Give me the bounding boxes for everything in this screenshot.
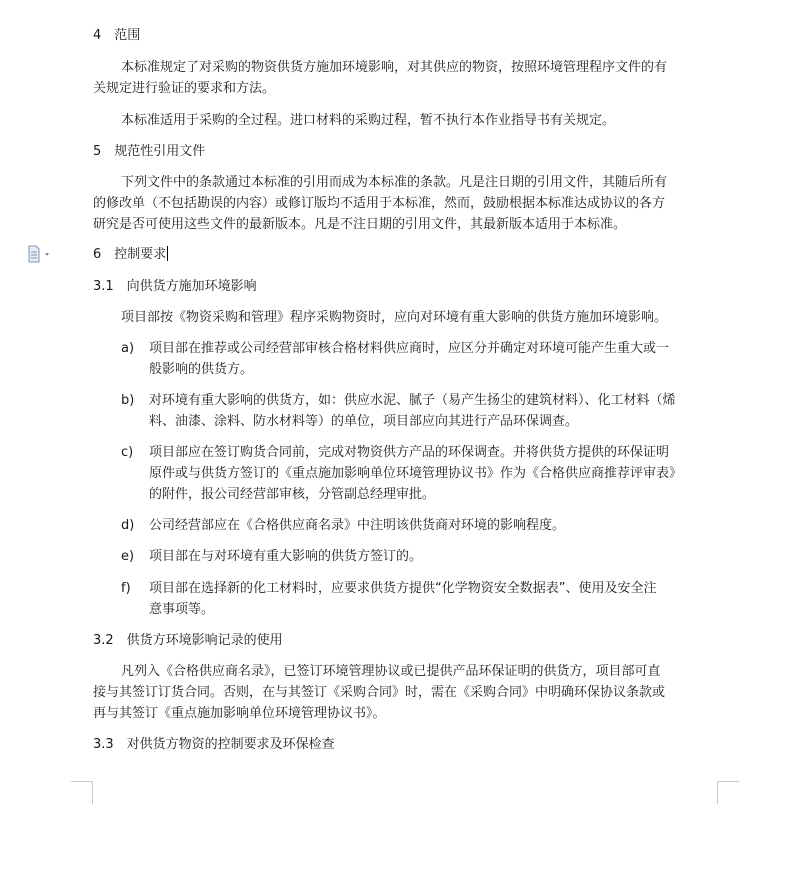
list-label-c: c) — [121, 445, 134, 460]
section-3-2-paragraph-line-3: 再与其签订《重点施加影响单位环境管理协议书》。 — [93, 706, 386, 721]
section-3-2-paragraph-line-2: 接与其签订订货合同。否则，在与其签订《采购合同》时，需在《采购合同》中明确环保协议条款或 — [93, 685, 666, 700]
list-label-e: e) — [121, 549, 135, 564]
list-label-d: d) — [121, 518, 135, 533]
section-5-paragraph-line-1: 下列文件中的条款通过本标准的引用而成为本标准的条款。凡是注日期的引用文件，其随后所有 — [121, 175, 668, 190]
list-item-c-line-2: 原件或与供货方签订的《重点施加影响单位环境管理协议书》作为《合格供应商推荐评审表》 — [149, 466, 683, 481]
list-item-d-line-1: 公司经营部应在《合格供应商名录》中注明该供货商对环境的影响程度。 — [149, 518, 566, 533]
list-label-a: a) — [121, 341, 135, 356]
section-3-2-heading: 3.2 供货方环境影响记录的使用 — [93, 633, 283, 648]
section-4-paragraph-2: 本标准适用于采购的全过程。进口材料的采购过程，暂不执行本作业指导书有关规定。 — [121, 113, 616, 128]
section-6-heading-text: 6 控制要求 — [93, 247, 167, 262]
section-3-1-intro: 项目部按《物资采购和管理》程序采购物资时，应向对环境有重大影响的供货方施加环境影响。 — [121, 310, 668, 325]
section-3-3-heading: 3.3 对供货方物资的控制要求及环保检查 — [93, 737, 335, 752]
list-item-c-line-1: 项目部应在签订购货合同前，完成对物资供方产品的环保调查。并将供货方提供的环保证明 — [149, 445, 670, 460]
section-4-paragraph-1-line-2: 关规定进行验证的要求和方法。 — [93, 81, 276, 96]
page-margin-mark-left — [71, 781, 93, 804]
list-item-f-line-2: 意事项等。 — [149, 602, 215, 617]
list-label-f: f) — [121, 581, 131, 596]
list-item-c-line-3: 的附件，报公司经营部审核，分管副总经理审批。 — [149, 487, 436, 502]
list-label-b: b) — [121, 393, 135, 408]
paragraph-options-icon[interactable] — [26, 245, 56, 263]
section-4-paragraph-1-line-1: 本标准规定了对采购的物资供货方施加环境影响，对其供应的物资，按照环境管理程序文件的有 — [121, 60, 668, 75]
list-item-f-line-1: 项目部在选择新的化工材料时，应要求供货方提供“化学物资安全数据表”、使用及安全注 — [149, 581, 657, 596]
section-5-paragraph-line-2: 的修改单（不包括勘误的内容）或修订版均不适用于本标准，然而，鼓励根据本标准达成协议的各方 — [93, 196, 666, 211]
list-item-b-line-2: 料、油漆、涂料、防水材料等）的单位，项目部应向其进行产品环保调查。 — [149, 414, 579, 429]
list-item-e-line-1: 项目部在与对环境有重大影响的供货方签订的。 — [149, 549, 423, 564]
list-item-a-line-1: 项目部在推荐或公司经营部审核合格材料供应商时，应区分并确定对环境可能产生重大或一 — [149, 341, 670, 356]
section-5-paragraph-line-3: 研究是否可使用这些文件的最新版本。凡是不注日期的引用文件，其最新版本适用于本标准。 — [93, 217, 627, 232]
section-3-1-heading: 3.1 向供货方施加环境影响 — [93, 279, 257, 294]
section-5-heading: 5 规范性引用文件 — [93, 144, 206, 159]
section-4-heading: 4 范围 — [93, 28, 141, 43]
page-margin-mark-right — [717, 781, 739, 804]
section-3-2-paragraph-line-1: 凡列入《合格供应商名录》，已签订环境管理协议或已提供产品环保证明的供货方，项目部可直 — [121, 664, 661, 679]
section-6-heading[interactable] — [93, 246, 168, 264]
list-item-b-line-1: 对环境有重大影响的供货方，如：供应水泥、腻子（易产生扬尘的建筑材料）、化工材料（烯 — [149, 393, 676, 408]
list-item-a-line-2: 般影响的供货方。 — [149, 362, 254, 377]
text-cursor — [167, 246, 168, 261]
